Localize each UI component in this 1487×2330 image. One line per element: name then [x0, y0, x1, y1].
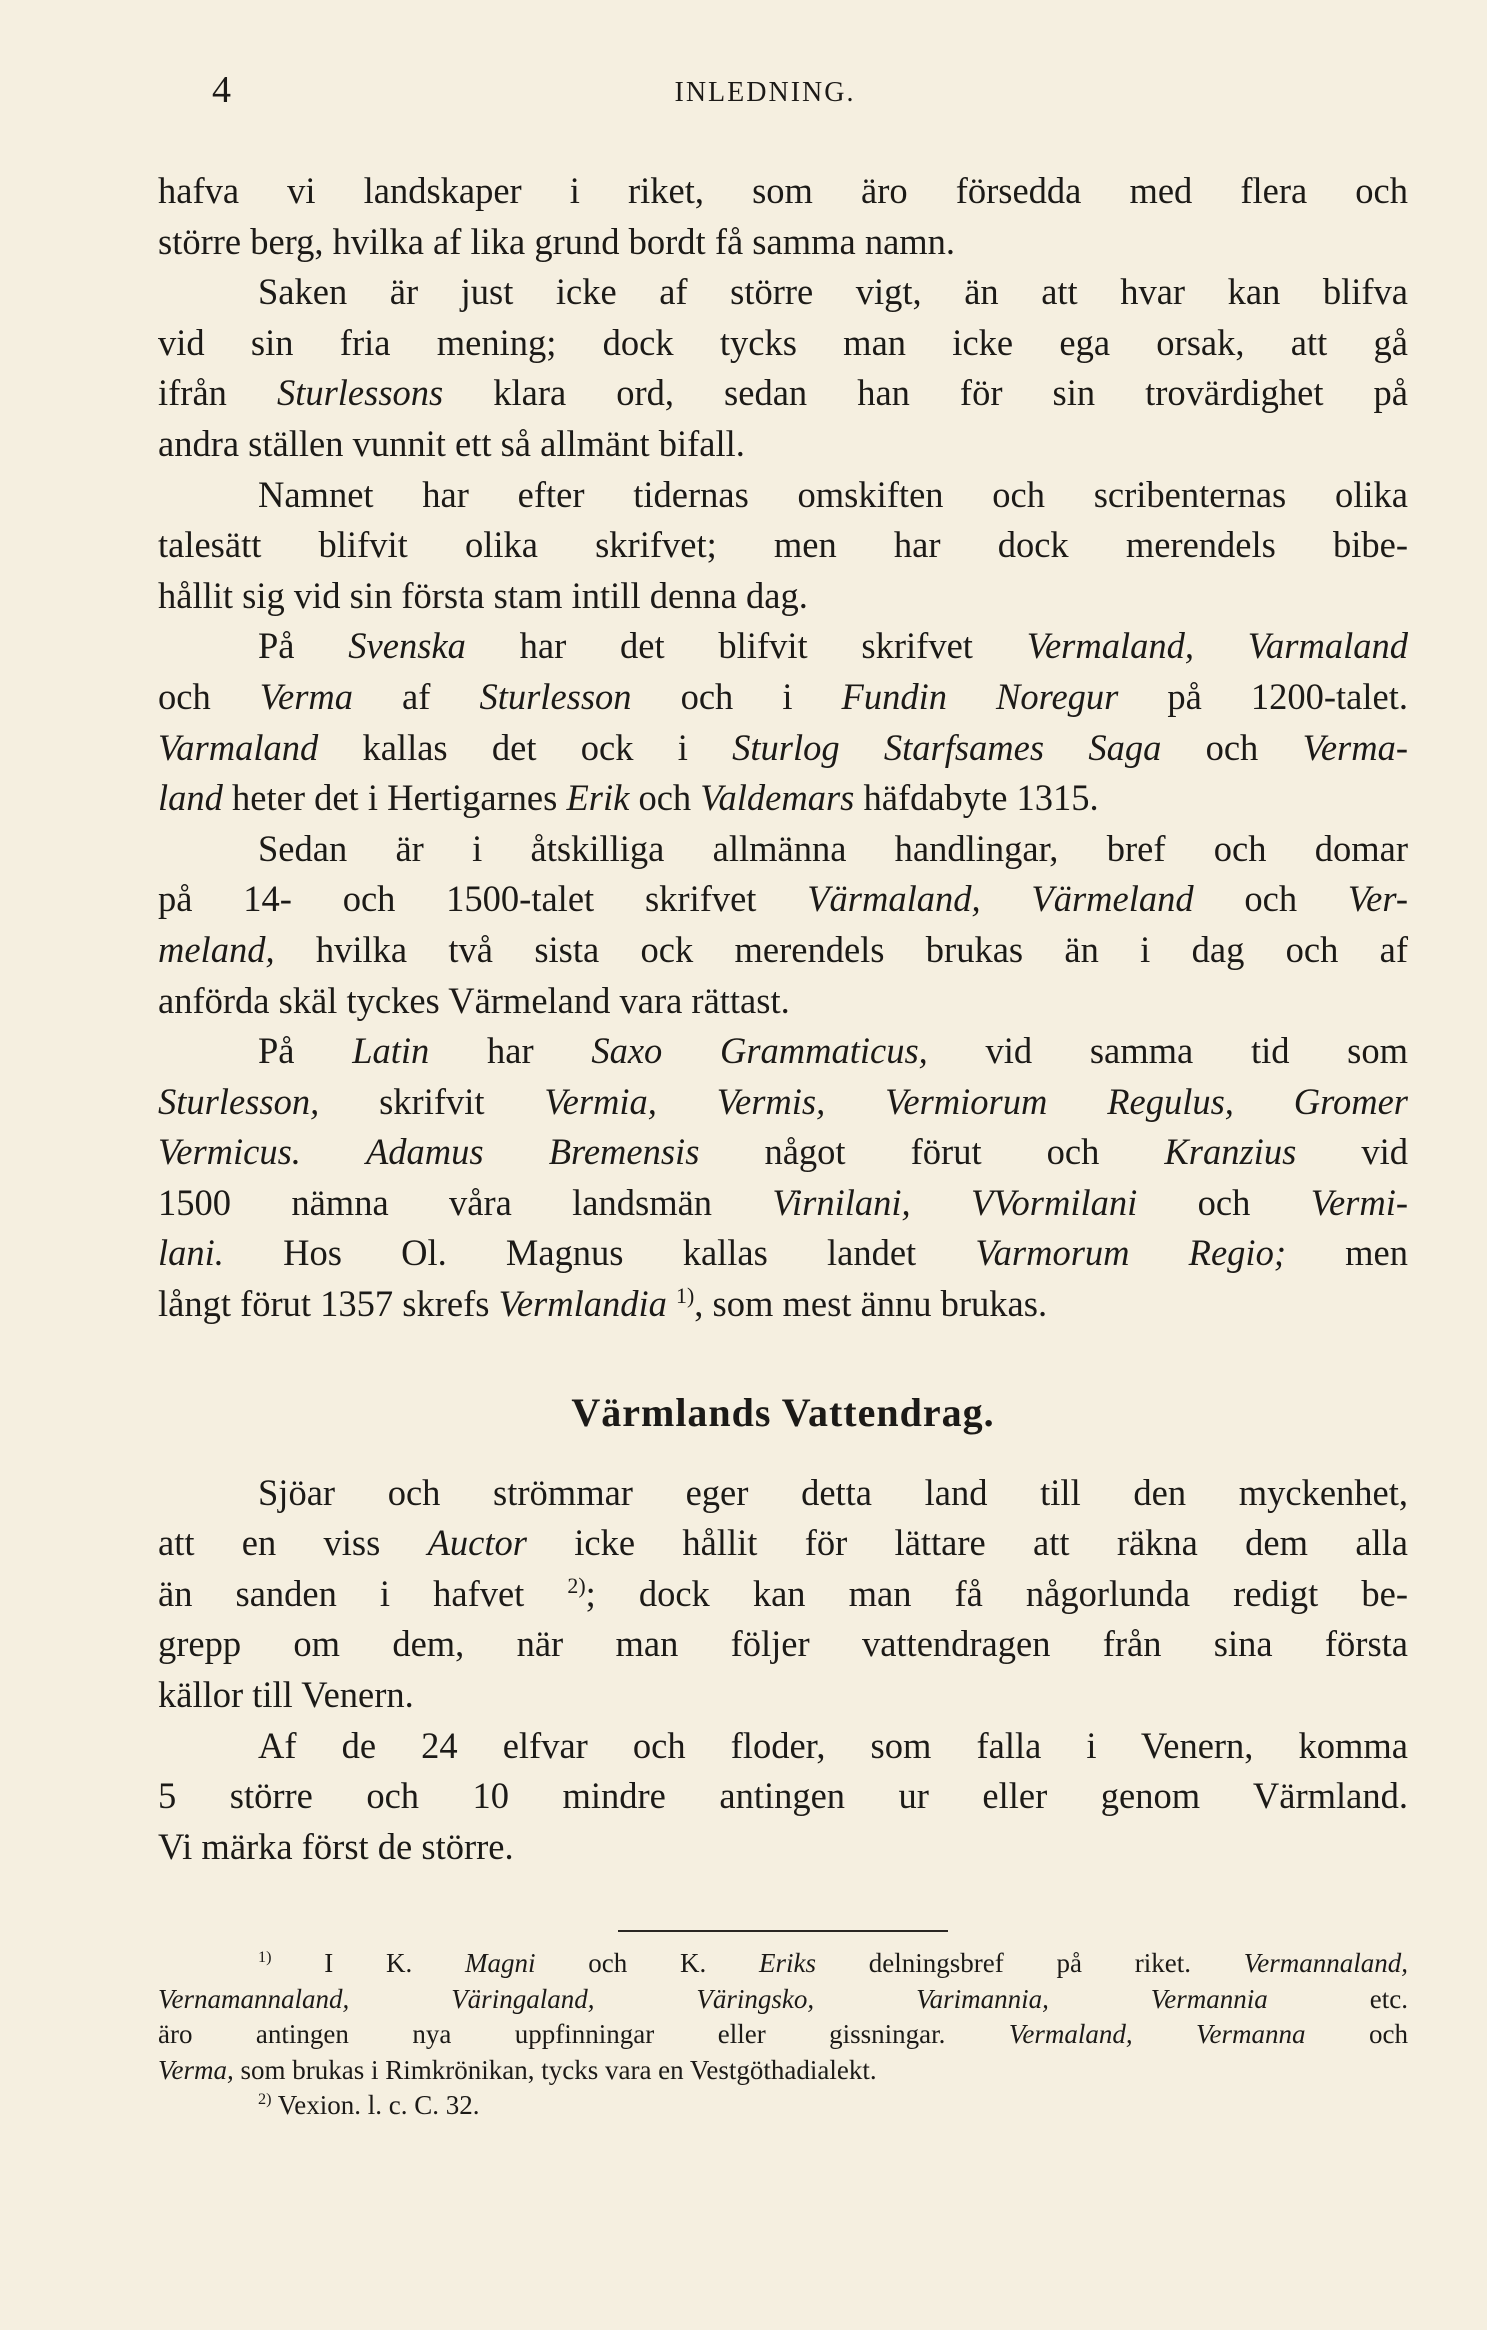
text-line [158, 1670, 1408, 1721]
running-head: INLEDNING. [674, 77, 856, 108]
text-run: hållit sig vid sin första stam intill denna dag. [158, 574, 808, 616]
text-line [158, 874, 1408, 925]
text-run: större berg, hvilka af lika grund bordt få samma namn. [158, 220, 956, 262]
text-run: kallas det ock i [318, 726, 733, 768]
text-run [981, 878, 1032, 919]
text-run: Hos Ol. Magnus kallas landet [223, 1232, 976, 1274]
text-run: ifrån [158, 372, 277, 414]
italic-run: Svenska [348, 625, 466, 667]
section-heading: Värmlands Vattendrag. [571, 1389, 995, 1435]
italic-run: Varmorum Regio; [975, 1232, 1286, 1274]
italic-run: Vermia, [544, 1080, 657, 1122]
footnote-line [158, 2053, 1408, 2089]
text-line [158, 368, 1408, 419]
text-run: att en viss [158, 1522, 428, 1564]
text-run: hafva vi landskaper i riket, som äro försedda med flera och [158, 170, 1408, 211]
footnote-lines [158, 1946, 1408, 2124]
italic-run: Vermaland, [1026, 625, 1194, 667]
text-run: vid sin fria mening; dock tycks man icke ega orsak, att gå [158, 321, 1408, 363]
text-run: skrifvit [319, 1080, 545, 1122]
text-run: häfdabyte 1315. [854, 777, 1099, 819]
text-line [158, 1569, 1408, 1620]
text-line [158, 672, 1408, 723]
text-run: anförda skäl tyckes Värmeland vara rättast. [158, 979, 790, 1021]
italic-run: Värmaland, [807, 878, 981, 920]
italic-run: Erik [566, 777, 630, 819]
text-line [158, 824, 1408, 875]
text-run: än sanden i hafvet [158, 1572, 568, 1614]
text-run: I K. [271, 1948, 466, 1978]
text-line [158, 1619, 1408, 1670]
text-line [158, 773, 1408, 824]
text-line [158, 1026, 1408, 1077]
text-run [911, 1182, 971, 1223]
text-run: och [1193, 878, 1348, 920]
text-run: och [1161, 726, 1303, 768]
italic-run: Vermannaland, [1243, 1948, 1408, 1978]
text-line [158, 520, 1408, 571]
text-run: icke hållit för lättare att räkna dem alla [526, 1522, 1408, 1564]
italic-run: Adamus Bremensis [366, 1131, 700, 1173]
text-run: ; dock kan man få någorlunda redigt be- [585, 1572, 1408, 1614]
footnote-line [158, 1946, 1408, 1982]
text-run: källor till Venern. [158, 1674, 414, 1716]
italic-run: Värmeland [1031, 878, 1194, 920]
italic-run: Sturlog Starfsames Saga [732, 726, 1162, 768]
text-run: och [1137, 1181, 1311, 1223]
text-line [158, 166, 1408, 217]
text-run: och i [631, 675, 842, 717]
text-run: delningsbref på riket. [816, 1948, 1244, 1978]
text-line [158, 925, 1408, 976]
italic-run: land [158, 777, 223, 819]
italic-run: Vermicus. [158, 1131, 301, 1173]
text-run: På [258, 1030, 353, 1072]
text-run: Sedan är i åtskilliga allmänna handlingar, bref och domar [258, 827, 1408, 869]
text-line [158, 419, 1408, 470]
text-run: något förut och [699, 1131, 1165, 1173]
page-number: 4 [212, 69, 231, 111]
italic-run: Sturlesson [479, 675, 632, 717]
text-run: äro antingen nya uppfinningar eller gissningar. [158, 2019, 1009, 2049]
text-run: och [1305, 2019, 1409, 2049]
italic-run: Vernamannaland, Väringaland, Väringsko, Varimannia, Vermannia [158, 1983, 1268, 2014]
footnote-line [158, 1982, 1408, 2018]
text-run: , som mest ännu brukas. [694, 1283, 1048, 1325]
body-text [158, 166, 1408, 1872]
text-run: af [353, 675, 480, 717]
text-run: 1500 nämna våra landsmän [158, 1181, 773, 1223]
text-run: talesätt blifvit olika skrifvet; men har dock merendels bibe- [158, 524, 1408, 566]
text-line [158, 1228, 1408, 1279]
text-run: har det blifvit skrifvet [465, 625, 1027, 667]
italic-run: lani. [158, 1232, 224, 1274]
italic-run: Auctor [427, 1522, 527, 1564]
text-run [657, 1081, 717, 1122]
footnote-line [158, 2088, 1408, 2124]
text-line [158, 723, 1408, 774]
footnote-marker: 1) [676, 1282, 695, 1308]
italic-run: Fundin Noregur [841, 675, 1119, 717]
text-run: 5 större och 10 mindre antingen ur eller genom Värmland. [158, 1775, 1408, 1817]
text-line [158, 470, 1408, 521]
text-line [158, 1279, 1408, 1330]
italic-run: Latin [352, 1030, 430, 1072]
text-run: och K. [535, 1948, 760, 1978]
italic-run: Ver- [1347, 878, 1409, 920]
italic-run: Eriks [759, 1948, 817, 1978]
text-run: vid [1296, 1131, 1408, 1173]
text-line [158, 1822, 1408, 1873]
footnote-marker: 2) [567, 1572, 586, 1598]
text-run [1194, 625, 1248, 666]
text-run: etc. [1267, 1983, 1408, 2014]
italic-run: Verma- [1302, 726, 1408, 768]
text-line [158, 1127, 1408, 1178]
text-run: grepp om dem, när man följer vattendragen från sina första [158, 1623, 1408, 1665]
text-run: Saken är just icke af större vigt, än att hvar kan blifva [258, 271, 1408, 313]
text-line [158, 217, 1408, 268]
text-run: långt förut 1357 skrefs [158, 1283, 499, 1325]
footnotes [158, 1930, 1408, 2124]
text-line [158, 1721, 1408, 1772]
text-line [158, 267, 1408, 318]
italic-run: Vermaland, Vermanna [1008, 2019, 1306, 2049]
italic-run: Vermi- [1310, 1181, 1409, 1223]
text-run: som brukas i Rimkrönikan, tycks vara en Vestgöthadialekt. [233, 2054, 877, 2085]
italic-run: Verma [259, 675, 354, 717]
footnote-marker: 2) [258, 2090, 272, 2108]
italic-run: Verma, [158, 2054, 234, 2085]
italic-run: Valdemars [700, 777, 855, 819]
text-run [825, 1081, 885, 1122]
text-run: hvilka två sista ock merendels brukas än i dag och af [274, 928, 1408, 970]
text-run: heter det i Hertigarnes [222, 777, 567, 819]
footnote-line [158, 2017, 1408, 2053]
text-run [301, 1131, 366, 1172]
text-run: andra ställen vunnit ett så allmänt bifall. [158, 422, 745, 464]
text-run: på 1200-talet. [1118, 675, 1408, 717]
text-run: Af de 24 elfvar och floder, som falla i Venern, komma [258, 1724, 1408, 1766]
text-line [158, 1468, 1408, 1519]
text-run: Vi märka först de större. [158, 1825, 514, 1867]
text-run: och [629, 777, 701, 819]
text-line [158, 976, 1408, 1027]
text-line [158, 1771, 1408, 1822]
footnote-marker: 1) [258, 1948, 272, 1966]
italic-run: Vermiorum Regulus, Gromer [885, 1080, 1408, 1122]
italic-run: Vermis, [716, 1080, 826, 1122]
text-line [158, 571, 1408, 622]
italic-run: Virnilani, [772, 1181, 911, 1223]
italic-run: Varmaland [158, 726, 319, 768]
text-run: Sjöar och strömmar eger detta land till den myckenhet, [258, 1471, 1408, 1513]
italic-run: Varmaland [1247, 625, 1409, 667]
text-run: vid samma tid som [927, 1030, 1409, 1072]
text-run: Vexion. l. c. C. 32. [271, 2090, 480, 2120]
italic-run: Magni [465, 1948, 536, 1978]
text-run: På [258, 625, 349, 667]
footnote-rule [618, 1930, 948, 1932]
italic-run: Sturlessons [276, 372, 444, 414]
text-run: och [158, 675, 260, 717]
text-run [667, 1283, 676, 1324]
text-run: men [1285, 1232, 1409, 1274]
text-run: Namnet har efter tidernas omskiften och scribenternas olika [258, 473, 1408, 515]
italic-run: Kranzius [1164, 1131, 1297, 1173]
text-run: har [429, 1030, 592, 1072]
italic-run: Saxo Grammaticus, [591, 1030, 928, 1072]
italic-run: VVormilani [971, 1181, 1138, 1223]
italic-run: Vermlandia [498, 1283, 667, 1325]
text-run: klara ord, sedan han för sin trovärdighet på [443, 372, 1408, 414]
italic-run: meland, [158, 928, 275, 970]
text-line [158, 621, 1408, 672]
text-line [158, 1178, 1408, 1229]
text-line [158, 1518, 1408, 1569]
text-run: på 14- och 1500-talet skrifvet [158, 878, 808, 920]
text-line [158, 318, 1408, 369]
text-line [158, 1077, 1408, 1128]
italic-run: Sturlesson, [158, 1080, 320, 1122]
page-header [150, 68, 1380, 128]
